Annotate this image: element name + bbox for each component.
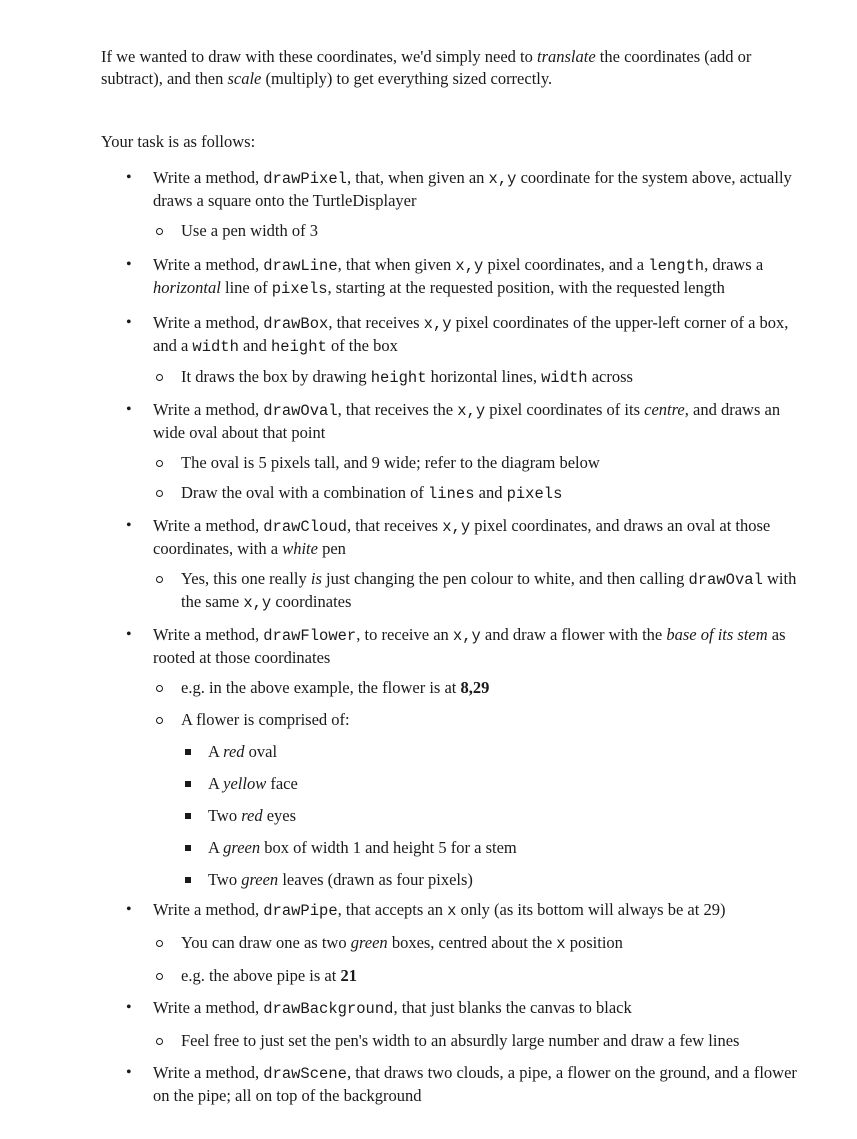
document-page [101, 46, 811, 1107]
task-item-draw-scene: • Write a method, drawScene, that draws two clouds, a pipe, a flower on the ground, and a flower on the pipe; all on top of the background [101, 1062, 811, 1107]
subtask-pipe-example: e.g. the above pipe is at 21 [101, 965, 811, 987]
intro-paragraph: If we wanted to draw with these coordinates, we'd simply need to translate the coordinates (add or subtract), and then scale (multiply) to get everything sized correctly. [101, 47, 752, 88]
flower-part-eyes: Two red eyes [101, 805, 811, 827]
task-item-draw-pipe: • Write a method, drawPipe, that accepts an x only (as its bottom will always be at 29) [101, 899, 811, 922]
task-item-draw-background: • Write a method, drawBackground, that just blanks the canvas to black [101, 997, 811, 1020]
subtask-flower-parts: A flower is comprised of: [101, 709, 811, 731]
subtask-pipe-boxes: You can draw one as two green boxes, centred about the x position [101, 932, 811, 955]
task-item-draw-cloud: • Write a method, drawCloud, that receives x,y pixel coordinates, and draws an oval at those coordinates, with a white pen [101, 515, 811, 560]
flower-part-leaves: Two green leaves (drawn as four pixels) [101, 869, 811, 891]
subtask-box-lines: It draws the box by drawing height horizontal lines, width across [101, 366, 811, 389]
subtask-pen-width: Use a pen width of 3 [101, 220, 811, 242]
subtask-cloud-colour: Yes, this one really is just changing the pen colour to white, and then calling drawOval with the same x,y coordinates [101, 568, 811, 614]
task-item-draw-pixel: • Write a method, drawPixel, that, when given an x,y coordinate for the system above, actually draws a square onto the TurtleDisplayer [101, 167, 811, 212]
task-heading: Your task is as follows: [101, 132, 256, 151]
task-item-draw-oval: • Write a method, drawOval, that receives the x,y pixel coordinates of its centre, and draws an wide oval about that point [101, 399, 811, 444]
task-item-draw-flower: • Write a method, drawFlower, to receive an x,y and draw a flower with the base of its stem as rooted at those coordinates [101, 624, 811, 669]
task-item-draw-line: • Write a method, drawLine, that when given x,y pixel coordinates, and a length, draws a horizontal line of pixels, starting at the requested position, with the requested length [101, 254, 811, 300]
subtask-background-tip: Feel free to just set the pen's width to an absurdly large number and draw a few lines [101, 1030, 811, 1052]
task-item-draw-box: • Write a method, drawBox, that receives x,y pixel coordinates of the upper-left corner of a box, and a width and height of the box [101, 312, 811, 358]
subtask-flower-example: e.g. in the above example, the flower is at 8,29 [101, 677, 811, 699]
subtask-oval-size: The oval is 5 pixels tall, and 9 wide; refer to the diagram below [101, 452, 811, 474]
flower-part-oval: A red oval [101, 741, 811, 763]
flower-part-stem: A green box of width 1 and height 5 for a stem [101, 837, 811, 859]
subtask-oval-method: Draw the oval with a combination of lines and pixels [101, 482, 811, 505]
flower-part-face: A yellow face [101, 773, 811, 795]
